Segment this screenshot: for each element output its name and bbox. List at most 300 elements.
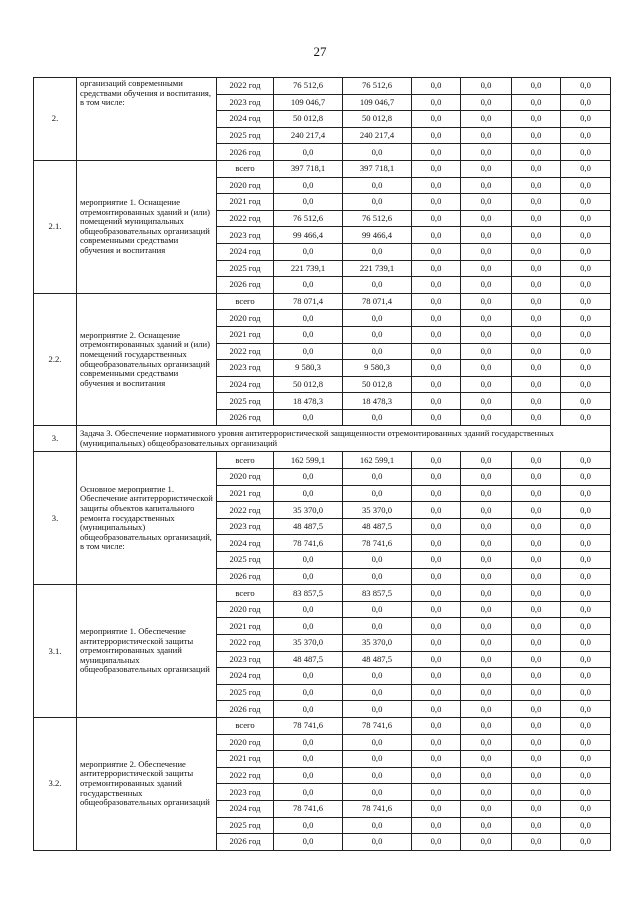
measure-description: мероприятие 2. Обеспечение антитеррористической защиты отремонтированных зданий государственных общеобразовательных организаций	[77, 717, 217, 850]
amount-cell: 0,0	[561, 409, 611, 426]
amount-cell: 0,0	[512, 78, 561, 95]
period-cell: 2025 год	[217, 260, 274, 277]
amount-cell: 0,0	[461, 144, 512, 161]
amount-cell: 50 012,8	[343, 111, 412, 128]
amount-cell: 0,0	[461, 78, 512, 95]
amount-cell: 0,0	[561, 210, 611, 227]
period-cell: 2022 год	[217, 210, 274, 227]
amount-cell: 83 857,5	[274, 585, 343, 602]
amount-cell: 0,0	[512, 684, 561, 701]
budget-table-body	[34, 78, 611, 851]
amount-cell: 0,0	[512, 518, 561, 535]
amount-cell: 0,0	[512, 94, 561, 111]
amount-cell: 0,0	[274, 784, 343, 801]
amount-cell: 35 370,0	[343, 502, 412, 519]
period-cell: 2025 год	[217, 684, 274, 701]
amount-cell: 0,0	[343, 618, 412, 635]
amount-cell: 0,0	[461, 127, 512, 144]
amount-cell: 0,0	[412, 784, 461, 801]
amount-cell: 0,0	[343, 343, 412, 360]
amount-cell: 0,0	[461, 469, 512, 486]
period-cell: 2023 год	[217, 784, 274, 801]
amount-cell: 0,0	[343, 784, 412, 801]
amount-cell: 0,0	[512, 485, 561, 502]
amount-cell: 0,0	[412, 668, 461, 685]
amount-cell: 0,0	[461, 409, 512, 426]
amount-cell: 0,0	[461, 552, 512, 569]
amount-cell: 0,0	[561, 227, 611, 244]
amount-cell: 0,0	[412, 111, 461, 128]
budget-table	[33, 77, 611, 851]
amount-cell: 0,0	[512, 585, 561, 602]
amount-cell: 0,0	[412, 144, 461, 161]
amount-cell: 35 370,0	[343, 635, 412, 652]
amount-cell: 0,0	[561, 78, 611, 95]
amount-cell: 0,0	[343, 701, 412, 718]
amount-cell: 0,0	[412, 535, 461, 552]
amount-cell: 0,0	[512, 111, 561, 128]
amount-cell: 0,0	[561, 767, 611, 784]
period-cell: 2024 год	[217, 800, 274, 817]
amount-cell: 0,0	[512, 502, 561, 519]
row-number: 3.	[34, 426, 77, 452]
amount-cell: 0,0	[461, 834, 512, 851]
amount-cell: 0,0	[561, 360, 611, 377]
amount-cell: 0,0	[561, 160, 611, 177]
amount-cell: 0,0	[412, 343, 461, 360]
period-cell: всего	[217, 585, 274, 602]
amount-cell: 0,0	[274, 343, 343, 360]
amount-cell: 0,0	[343, 668, 412, 685]
amount-cell: 0,0	[343, 601, 412, 618]
amount-cell: 0,0	[274, 601, 343, 618]
amount-cell: 0,0	[343, 469, 412, 486]
amount-cell: 0,0	[343, 485, 412, 502]
amount-cell: 0,0	[512, 535, 561, 552]
amount-cell: 0,0	[343, 144, 412, 161]
table-row	[34, 78, 611, 95]
period-cell: 2022 год	[217, 767, 274, 784]
amount-cell: 0,0	[512, 194, 561, 211]
amount-cell: 0,0	[512, 343, 561, 360]
amount-cell: 0,0	[561, 635, 611, 652]
amount-cell: 0,0	[461, 111, 512, 128]
amount-cell: 0,0	[512, 834, 561, 851]
row-number: 3.	[34, 452, 77, 585]
amount-cell: 0,0	[461, 393, 512, 410]
period-cell: 2026 год	[217, 409, 274, 426]
amount-cell: 0,0	[512, 227, 561, 244]
amount-cell: 0,0	[461, 227, 512, 244]
amount-cell: 78 741,6	[343, 535, 412, 552]
table-row	[34, 160, 611, 177]
amount-cell: 240 217,4	[343, 127, 412, 144]
period-cell: 2022 год	[217, 502, 274, 519]
amount-cell: 0,0	[461, 260, 512, 277]
amount-cell: 0,0	[512, 734, 561, 751]
amount-cell: 0,0	[512, 293, 561, 310]
amount-cell: 0,0	[512, 717, 561, 734]
measure-description: мероприятие 2. Оснащение отремонтированных зданий и (или) помещений государственных общеобразовательных организаций современными средствами обучения и воспитания	[77, 293, 217, 426]
amount-cell: 0,0	[561, 585, 611, 602]
period-cell: 2025 год	[217, 817, 274, 834]
amount-cell: 397 718,1	[343, 160, 412, 177]
amount-cell: 0,0	[412, 360, 461, 377]
amount-cell: 0,0	[512, 160, 561, 177]
amount-cell: 0,0	[561, 552, 611, 569]
amount-cell: 18 478,3	[343, 393, 412, 410]
amount-cell: 0,0	[561, 717, 611, 734]
period-cell: 2020 год	[217, 601, 274, 618]
amount-cell: 0,0	[412, 717, 461, 734]
amount-cell: 0,0	[274, 326, 343, 343]
period-cell: 2026 год	[217, 701, 274, 718]
amount-cell: 35 370,0	[274, 502, 343, 519]
amount-cell: 0,0	[343, 751, 412, 768]
amount-cell: 0,0	[461, 376, 512, 393]
amount-cell: 0,0	[561, 243, 611, 260]
amount-cell: 0,0	[412, 585, 461, 602]
amount-cell: 76 512,6	[343, 78, 412, 95]
amount-cell: 0,0	[512, 635, 561, 652]
period-cell: всего	[217, 160, 274, 177]
amount-cell: 0,0	[412, 751, 461, 768]
amount-cell: 0,0	[561, 684, 611, 701]
amount-cell: 0,0	[343, 243, 412, 260]
amount-cell: 0,0	[512, 784, 561, 801]
amount-cell: 0,0	[274, 734, 343, 751]
amount-cell: 0,0	[412, 502, 461, 519]
amount-cell: 0,0	[512, 469, 561, 486]
page-number: 27	[313, 44, 327, 59]
amount-cell: 0,0	[274, 568, 343, 585]
amount-cell: 0,0	[512, 751, 561, 768]
amount-cell: 0,0	[561, 326, 611, 343]
amount-cell: 0,0	[512, 651, 561, 668]
period-cell: 2022 год	[217, 635, 274, 652]
amount-cell: 0,0	[561, 701, 611, 718]
amount-cell: 0,0	[512, 310, 561, 327]
amount-cell: 0,0	[561, 601, 611, 618]
amount-cell: 0,0	[461, 651, 512, 668]
period-cell: 2020 год	[217, 310, 274, 327]
amount-cell: 0,0	[512, 701, 561, 718]
amount-cell: 78 741,6	[343, 717, 412, 734]
amount-cell: 0,0	[412, 701, 461, 718]
amount-cell: 0,0	[461, 668, 512, 685]
amount-cell: 0,0	[461, 160, 512, 177]
amount-cell: 109 046,7	[274, 94, 343, 111]
amount-cell: 0,0	[461, 210, 512, 227]
amount-cell: 0,0	[561, 144, 611, 161]
period-cell: 2021 год	[217, 485, 274, 502]
amount-cell: 0,0	[512, 243, 561, 260]
row-number: 3.2.	[34, 717, 77, 850]
amount-cell: 0,0	[512, 618, 561, 635]
amount-cell: 0,0	[274, 668, 343, 685]
amount-cell: 0,0	[561, 751, 611, 768]
period-cell: 2020 год	[217, 734, 274, 751]
amount-cell: 0,0	[343, 326, 412, 343]
row-number: 2.1.	[34, 160, 77, 293]
amount-cell: 48 487,5	[274, 518, 343, 535]
amount-cell: 0,0	[412, 194, 461, 211]
amount-cell: 0,0	[461, 701, 512, 718]
amount-cell: 0,0	[412, 601, 461, 618]
amount-cell: 0,0	[412, 684, 461, 701]
amount-cell: 109 046,7	[343, 94, 412, 111]
amount-cell: 0,0	[274, 194, 343, 211]
amount-cell: 0,0	[412, 177, 461, 194]
period-cell: 2024 год	[217, 111, 274, 128]
period-cell: 2025 год	[217, 393, 274, 410]
amount-cell: 0,0	[461, 485, 512, 502]
amount-cell: 0,0	[412, 243, 461, 260]
amount-cell: 0,0	[412, 393, 461, 410]
amount-cell: 0,0	[461, 535, 512, 552]
amount-cell: 0,0	[412, 800, 461, 817]
amount-cell: 0,0	[343, 568, 412, 585]
period-cell: 2023 год	[217, 518, 274, 535]
period-cell: 2023 год	[217, 227, 274, 244]
amount-cell: 99 466,4	[343, 227, 412, 244]
amount-cell: 0,0	[512, 277, 561, 294]
amount-cell: 48 487,5	[343, 518, 412, 535]
amount-cell: 240 217,4	[274, 127, 343, 144]
amount-cell: 0,0	[461, 452, 512, 469]
amount-cell: 50 012,8	[343, 376, 412, 393]
period-cell: 2021 год	[217, 326, 274, 343]
amount-cell: 0,0	[512, 601, 561, 618]
amount-cell: 0,0	[412, 485, 461, 502]
period-cell: 2026 год	[217, 277, 274, 294]
amount-cell: 0,0	[512, 452, 561, 469]
amount-cell: 0,0	[561, 535, 611, 552]
amount-cell: 0,0	[274, 144, 343, 161]
period-cell: 2022 год	[217, 343, 274, 360]
amount-cell: 0,0	[461, 817, 512, 834]
measure-description: мероприятие 1. Обеспечение антитеррористической защиты отремонтированных зданий муниципальных общеобразовательных организаций	[77, 585, 217, 718]
amount-cell: 0,0	[412, 310, 461, 327]
amount-cell: 0,0	[461, 717, 512, 734]
amount-cell: 0,0	[412, 618, 461, 635]
amount-cell: 0,0	[461, 177, 512, 194]
amount-cell: 76 512,6	[274, 78, 343, 95]
amount-cell: 0,0	[561, 94, 611, 111]
amount-cell: 0,0	[274, 618, 343, 635]
amount-cell: 0,0	[274, 751, 343, 768]
amount-cell: 0,0	[412, 127, 461, 144]
amount-cell: 0,0	[461, 277, 512, 294]
amount-cell: 0,0	[274, 684, 343, 701]
amount-cell: 0,0	[461, 800, 512, 817]
amount-cell: 0,0	[461, 601, 512, 618]
period-cell: 2020 год	[217, 469, 274, 486]
period-cell: 2026 год	[217, 144, 274, 161]
amount-cell: 0,0	[561, 194, 611, 211]
amount-cell: 0,0	[412, 160, 461, 177]
amount-cell: 0,0	[461, 343, 512, 360]
amount-cell: 76 512,6	[343, 210, 412, 227]
amount-cell: 0,0	[561, 817, 611, 834]
amount-cell: 0,0	[343, 684, 412, 701]
amount-cell: 0,0	[512, 376, 561, 393]
amount-cell: 0,0	[274, 485, 343, 502]
amount-cell: 0,0	[561, 668, 611, 685]
amount-cell: 0,0	[561, 177, 611, 194]
period-cell: всего	[217, 452, 274, 469]
amount-cell: 0,0	[461, 635, 512, 652]
amount-cell: 0,0	[343, 817, 412, 834]
period-cell: всего	[217, 293, 274, 310]
amount-cell: 0,0	[561, 127, 611, 144]
amount-cell: 0,0	[512, 668, 561, 685]
amount-cell: 0,0	[461, 293, 512, 310]
amount-cell: 0,0	[512, 177, 561, 194]
period-cell: 2026 год	[217, 834, 274, 851]
amount-cell: 0,0	[461, 326, 512, 343]
measure-description: организаций современными средствами обучения и воспитания, в том числе:	[77, 78, 217, 161]
amount-cell: 18 478,3	[274, 393, 343, 410]
task-title: Задача 3. Обеспечение нормативного уровня антитеррористической защищенности отремонтированных зданий государственных (муниципальных) общеобразовательных организаций	[77, 426, 611, 452]
amount-cell: 9 580,3	[274, 360, 343, 377]
amount-cell: 0,0	[561, 469, 611, 486]
amount-cell: 0,0	[461, 94, 512, 111]
amount-cell: 0,0	[274, 310, 343, 327]
amount-cell: 0,0	[561, 260, 611, 277]
amount-cell: 0,0	[274, 277, 343, 294]
amount-cell: 0,0	[561, 111, 611, 128]
row-number: 2.2.	[34, 293, 77, 426]
amount-cell: 0,0	[461, 360, 512, 377]
amount-cell: 48 487,5	[274, 651, 343, 668]
amount-cell: 221 739,1	[343, 260, 412, 277]
amount-cell: 78 741,6	[274, 800, 343, 817]
amount-cell: 50 012,8	[274, 111, 343, 128]
amount-cell: 0,0	[512, 210, 561, 227]
amount-cell: 0,0	[561, 518, 611, 535]
amount-cell: 78 741,6	[274, 535, 343, 552]
amount-cell: 0,0	[561, 293, 611, 310]
amount-cell: 0,0	[412, 376, 461, 393]
amount-cell: 397 718,1	[274, 160, 343, 177]
amount-cell: 48 487,5	[343, 651, 412, 668]
amount-cell: 0,0	[512, 409, 561, 426]
amount-cell: 0,0	[343, 310, 412, 327]
amount-cell: 0,0	[412, 326, 461, 343]
amount-cell: 78 071,4	[343, 293, 412, 310]
amount-cell: 0,0	[561, 376, 611, 393]
amount-cell: 0,0	[512, 568, 561, 585]
amount-cell: 99 466,4	[274, 227, 343, 244]
amount-cell: 0,0	[461, 684, 512, 701]
amount-cell: 162 599,1	[343, 452, 412, 469]
amount-cell: 35 370,0	[274, 635, 343, 652]
amount-cell: 0,0	[412, 834, 461, 851]
amount-cell: 78 071,4	[274, 293, 343, 310]
amount-cell: 0,0	[512, 260, 561, 277]
amount-cell: 0,0	[461, 734, 512, 751]
amount-cell: 0,0	[343, 734, 412, 751]
amount-cell: 0,0	[274, 409, 343, 426]
amount-cell: 0,0	[343, 409, 412, 426]
amount-cell: 0,0	[461, 310, 512, 327]
amount-cell: 0,0	[512, 144, 561, 161]
period-cell: 2024 год	[217, 376, 274, 393]
amount-cell: 0,0	[412, 452, 461, 469]
amount-cell: 0,0	[412, 518, 461, 535]
row-number: 2.	[34, 78, 77, 161]
amount-cell: 0,0	[561, 568, 611, 585]
amount-cell: 0,0	[561, 784, 611, 801]
amount-cell: 0,0	[561, 734, 611, 751]
amount-cell: 0,0	[561, 502, 611, 519]
amount-cell: 0,0	[412, 78, 461, 95]
amount-cell: 0,0	[274, 817, 343, 834]
amount-cell: 0,0	[561, 343, 611, 360]
amount-cell: 0,0	[512, 360, 561, 377]
amount-cell: 221 739,1	[274, 260, 343, 277]
amount-cell: 0,0	[461, 784, 512, 801]
amount-cell: 0,0	[274, 701, 343, 718]
amount-cell: 0,0	[561, 393, 611, 410]
amount-cell: 0,0	[461, 243, 512, 260]
period-cell: 2024 год	[217, 535, 274, 552]
amount-cell: 0,0	[412, 568, 461, 585]
period-cell: всего	[217, 717, 274, 734]
amount-cell: 0,0	[412, 210, 461, 227]
period-cell: 2024 год	[217, 243, 274, 260]
amount-cell: 0,0	[274, 552, 343, 569]
amount-cell: 0,0	[561, 452, 611, 469]
amount-cell: 76 512,6	[274, 210, 343, 227]
amount-cell: 0,0	[274, 834, 343, 851]
amount-cell: 162 599,1	[274, 452, 343, 469]
amount-cell: 0,0	[343, 277, 412, 294]
amount-cell: 0,0	[512, 552, 561, 569]
amount-cell: 0,0	[512, 127, 561, 144]
period-cell: 2021 год	[217, 194, 274, 211]
amount-cell: 0,0	[412, 651, 461, 668]
amount-cell: 0,0	[343, 194, 412, 211]
period-cell: 2025 год	[217, 127, 274, 144]
amount-cell: 0,0	[343, 767, 412, 784]
amount-cell: 0,0	[512, 326, 561, 343]
amount-cell: 78 741,6	[343, 800, 412, 817]
amount-cell: 0,0	[461, 568, 512, 585]
period-cell: 2021 год	[217, 618, 274, 635]
amount-cell: 0,0	[561, 834, 611, 851]
amount-cell: 0,0	[512, 800, 561, 817]
period-cell: 2023 год	[217, 651, 274, 668]
amount-cell: 50 012,8	[274, 376, 343, 393]
amount-cell: 0,0	[343, 177, 412, 194]
amount-cell: 0,0	[412, 227, 461, 244]
amount-cell: 0,0	[561, 310, 611, 327]
amount-cell: 0,0	[512, 817, 561, 834]
amount-cell: 0,0	[412, 469, 461, 486]
table-row	[34, 585, 611, 602]
amount-cell: 0,0	[561, 485, 611, 502]
amount-cell: 0,0	[461, 585, 512, 602]
period-cell: 2021 год	[217, 751, 274, 768]
amount-cell: 0,0	[343, 552, 412, 569]
amount-cell: 0,0	[412, 635, 461, 652]
amount-cell: 0,0	[274, 469, 343, 486]
amount-cell: 0,0	[412, 552, 461, 569]
amount-cell: 0,0	[561, 651, 611, 668]
amount-cell: 0,0	[412, 767, 461, 784]
